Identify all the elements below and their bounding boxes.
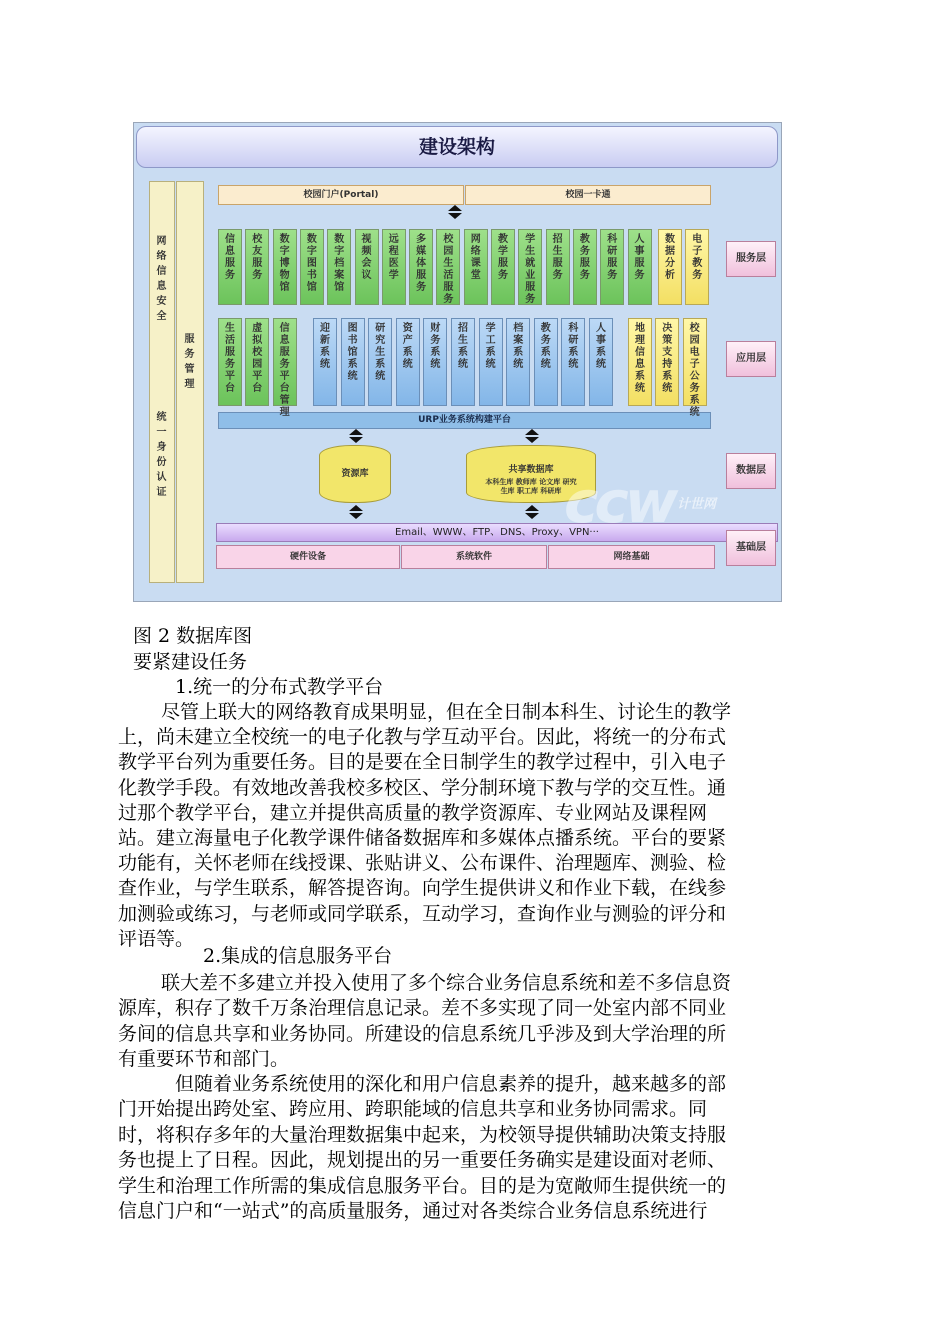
identity-label: 统一身份认证 — [156, 412, 168, 498]
watermark-text: 计世网 — [677, 497, 717, 512]
service-cell-label: 科研服务 — [607, 234, 618, 281]
application-cell-label: 档案系统 — [513, 323, 524, 370]
service-cell-label: 电子教务 — [692, 234, 703, 281]
service-cell — [546, 229, 570, 305]
paragraph-line: 学生和治理工作所需的集成信息服务平台。目的是为宽敞师生提供统一的 — [118, 1174, 727, 1197]
service-cell — [518, 229, 542, 305]
application-cell — [396, 318, 420, 406]
network-basis-cell: 网络基础 — [548, 545, 715, 569]
paragraph-line: 上，尚未建立全校统一的电子化教与学互动平台。因此，将统一的分布式 — [118, 726, 727, 749]
application-cell-label: 资产系统 — [402, 323, 413, 370]
application-cell-label: 图书馆系统 — [347, 323, 358, 382]
application-cell-label: 虚拟校园平台 — [252, 323, 263, 394]
paragraph-line: 评语等。 — [118, 927, 195, 950]
paragraph-line: 有重要环节和部门。 — [118, 1047, 290, 1070]
service-cell — [685, 229, 709, 305]
service-cell-label: 信息服务 — [225, 234, 235, 281]
application-cell — [655, 318, 679, 406]
service-cell-label: 校园生活服务 — [443, 234, 454, 305]
paragraph-line: 务间的信息共享和业务协同。所建设的信息系统几乎涉及到大学治理的所 — [118, 1022, 727, 1045]
figure-caption: 图 2 数据库图 — [133, 625, 253, 647]
service-cell-label: 数字博物馆 — [279, 234, 290, 293]
service-management-bar — [176, 181, 204, 583]
section-heading: 要紧建设任务 — [133, 651, 248, 673]
security-label: 网络信息安全 — [156, 236, 168, 322]
service-cell — [464, 229, 488, 305]
double-arrow-icon — [349, 505, 363, 519]
service-cell-label: 教务服务 — [579, 234, 590, 281]
service-cell — [409, 229, 433, 305]
paragraph-line: 查作业，与学生联系，解答提咨询。向学生提供讲义和作业下载，在线参 — [118, 877, 727, 900]
application-cell-label: 决策支持系统 — [662, 323, 673, 394]
application-cell-label: 校园电子公务系统 — [689, 323, 700, 418]
application-cell-label: 招生系统 — [458, 323, 468, 370]
application-cell-label: 地理信息系统 — [635, 323, 645, 394]
service-cell — [355, 229, 379, 305]
application-cell-label: 迎新系统 — [320, 323, 330, 370]
double-arrow-icon — [349, 429, 363, 443]
paragraph-line: 化教学手段。有效地改善我校多校区、学分制环境下教与学的交互性。通 — [118, 776, 727, 799]
architecture-diagram — [133, 122, 782, 602]
paragraph-line: 信息门户和“一站式”的高质量服务，通过对各类综合业务信息系统进行 — [118, 1200, 708, 1222]
shared-database-label: 共享数据库 — [508, 465, 554, 475]
layer-infrastructure: 基础层 — [726, 530, 776, 566]
diagram-title: 建设架构 — [136, 126, 778, 168]
watermark-logo: ccw — [564, 468, 675, 536]
application-cell — [313, 318, 337, 406]
paragraph-line: 教学平台列为重要任务。目的是要在全日制学生的教学过程中，引入电子 — [118, 751, 727, 774]
protocol-bar: Email、WWW、FTP、DNS、Proxy、VPN··· — [216, 523, 778, 542]
service-cell — [273, 229, 297, 305]
campus-card-bar: 校园一卡通 — [465, 185, 711, 205]
service-cell-label: 招生服务 — [552, 234, 563, 281]
system-software-cell: 系统软件 — [401, 545, 547, 569]
hardware-cell: 硬件设备 — [216, 545, 400, 569]
application-cell — [245, 318, 269, 406]
paragraph-line: 务也提上了日程。因此，规划提出的另一重要任务确实是建设面对老师、 — [118, 1149, 727, 1172]
resource-database-label: 资源库 — [341, 469, 369, 479]
service-cell-label: 校友服务 — [252, 234, 263, 281]
service-management-label: 服务管理 — [184, 334, 196, 390]
service-cell — [658, 229, 682, 305]
service-cell — [300, 229, 324, 305]
application-cell — [628, 318, 652, 406]
security-bar — [149, 181, 175, 583]
layer-data: 数据层 — [726, 453, 776, 489]
paragraph-line: 尽管上联大的网络教育成果明显，但在全日制本科生、讨论生的教学 — [161, 701, 732, 723]
service-cell-label: 数字图书馆 — [306, 234, 317, 293]
portal-bar: 校园门户(Portal) — [218, 185, 464, 205]
application-cell — [506, 318, 530, 406]
application-cell-label: 信息服务平台管理 — [279, 323, 290, 418]
application-cell — [561, 318, 585, 406]
application-cell-label: 研究生系统 — [375, 323, 386, 382]
paragraph-line: 功能有，关怀老师在线授课、张贴讲义、公布课件、治理题库、测验、检 — [118, 852, 727, 875]
paragraph-line: 时，将积存多年的大量治理数据集中起来，为校领导提供辅助决策支持服 — [118, 1123, 727, 1146]
application-cell-label: 人事系统 — [596, 323, 606, 370]
service-cell-label: 远程医学 — [388, 234, 399, 281]
paragraph-line: 联大差不多建立并投入使用了多个综合业务信息系统和差不多信息资 — [161, 972, 732, 994]
shared-database-items: 本科生库 教师库 论文库 研究生库 职工库 科研库 — [485, 478, 577, 495]
double-arrow-icon — [448, 205, 462, 219]
layer-service: 服务层 — [726, 241, 776, 277]
service-cell-label: 数据分析 — [665, 234, 675, 281]
application-cell-label: 生活服务平台 — [225, 323, 235, 394]
application-cell — [218, 318, 242, 406]
application-cell-label: 科研系统 — [568, 323, 579, 370]
application-cell — [589, 318, 613, 406]
subsection-title-2: 2.集成的信息服务平台 — [203, 945, 393, 967]
application-cell-label: 教务系统 — [540, 323, 551, 370]
paragraph-line: 源库，积存了数千万条治理信息记录。差不多实现了同一处室内部不同业 — [118, 997, 727, 1020]
service-cell — [245, 229, 269, 305]
subsection-title-1: 1.统一的分布式教学平台 — [175, 676, 384, 698]
urp-platform-bar: URP业务系统构建平台 — [218, 412, 711, 429]
service-cell — [491, 229, 515, 305]
application-cell — [341, 318, 365, 406]
application-cell-label: 财务系统 — [430, 323, 441, 370]
paragraph-line: 但随着业务系统使用的深化和用户信息素养的提升，越来越多的部 — [175, 1073, 727, 1095]
service-cell — [600, 229, 624, 305]
layer-application: 应用层 — [726, 341, 776, 377]
application-cell — [683, 318, 707, 418]
double-arrow-icon — [525, 505, 539, 519]
paragraph-line: 过那个教学平台，建立并提供高质量的教学资源库、专业网站及课程网 — [118, 801, 708, 824]
service-cell — [628, 229, 652, 305]
service-cell — [218, 229, 242, 305]
resource-database — [319, 445, 391, 503]
service-cell — [327, 229, 351, 305]
service-cell-label: 网络课堂 — [470, 234, 481, 281]
service-cell — [436, 229, 460, 305]
application-cell — [273, 318, 297, 418]
service-cell-label: 教学服务 — [498, 234, 508, 281]
application-cell — [534, 318, 558, 406]
application-cell-label: 学工系统 — [485, 323, 496, 370]
double-arrow-icon — [525, 429, 539, 443]
service-cell-label: 数字档案馆 — [334, 234, 345, 293]
application-cell — [451, 318, 475, 406]
application-cell — [423, 318, 447, 406]
application-cell — [479, 318, 503, 406]
service-cell — [382, 229, 406, 305]
service-cell-label: 多媒体服务 — [416, 234, 427, 293]
application-cell — [368, 318, 392, 406]
paragraph-line: 加测验或练习，与老师或同学联系，互动学习，查询作业与测验的评分和 — [118, 902, 727, 925]
service-cell-label: 人事服务 — [634, 234, 645, 281]
service-cell-label: 学生就业服务 — [525, 234, 536, 305]
service-cell — [573, 229, 597, 305]
service-cell-label: 视频会议 — [361, 234, 372, 281]
paragraph-line: 站。建立海量电子化教学课件储备数据库和多媒体点播系统。平台的要紧 — [118, 827, 727, 849]
paragraph-line: 门开始提出跨处室、跨应用、跨职能域的信息共享和业务协同需求。同 — [118, 1098, 708, 1121]
